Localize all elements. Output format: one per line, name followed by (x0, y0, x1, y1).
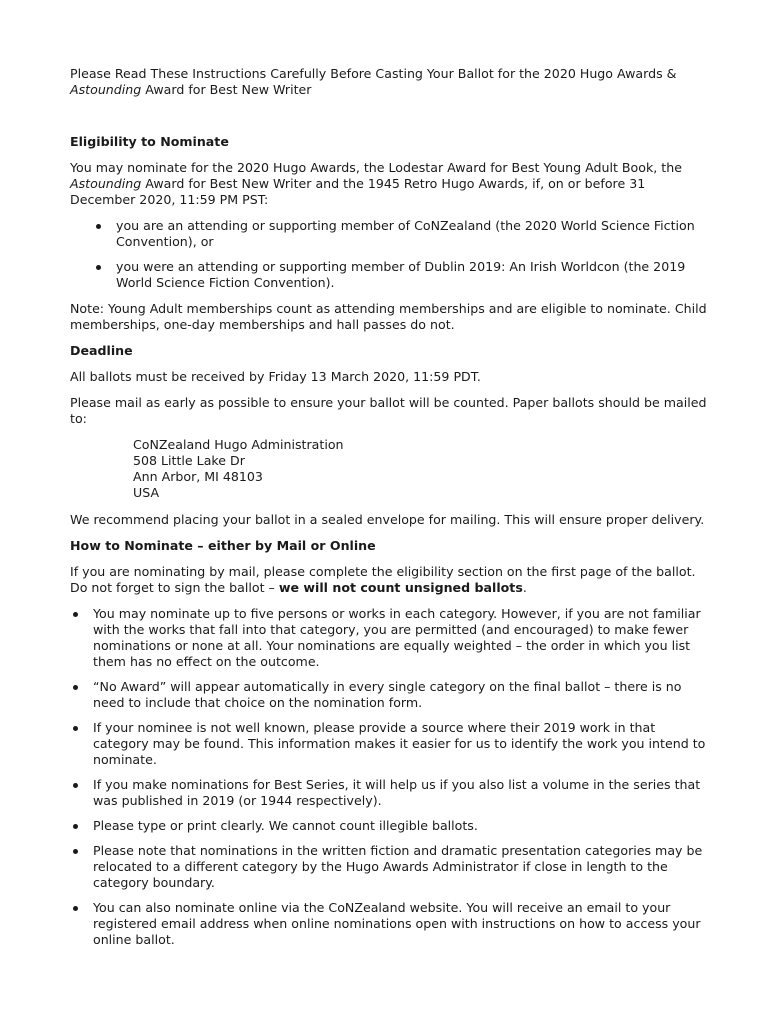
list-item: Please note that nominations in the written fiction and dramatic presentation categories may be relocated to a different category by the Hugo Awards Administrator if close in length to the category boundary. (70, 843, 710, 891)
eligibility-heading: Eligibility to Nominate (70, 134, 229, 149)
list-item: You can also nominate online via the CoNZealand website. You will receive an email to your registered email address when online nominations open with instructions on how to access your online ballot. (70, 900, 710, 948)
how-list (70, 606, 710, 948)
list-item: If your nominee is not well known, please provide a source where their 2019 work in that category may be found. This information makes it easier for us to identify the work you intend to nominate. (70, 720, 710, 768)
eligibility-note: Note: Young Adult memberships count as attending memberships and are eligible to nominate. Child memberships, one-day memberships and hall passes do not. (70, 301, 707, 332)
list-item: you were an attending or supporting member of Dublin 2019: An Irish Worldcon (the 2019 World Science Fiction Convention). (70, 259, 710, 291)
list-item: Please type or print clearly. We cannot count illegible ballots. (70, 818, 710, 834)
deadline-paragraph: All ballots must be received by Friday 13 March 2020, 11:59 PDT. (70, 369, 481, 384)
address-line: CoNZealand Hugo Administration (133, 437, 344, 452)
mail-paragraph: Please mail as early as possible to ensure your ballot will be counted. Paper ballots should be mailed to: (70, 395, 707, 426)
unsigned-warning: we will not count unsigned ballots (278, 580, 523, 595)
intro-title: Please Read These Instructions Carefully Before Casting Your Ballot for the 2020 Hugo Awards & Astounding Award for Best New Writer (70, 66, 677, 97)
how-heading: How to Nominate – either by Mail or Online (70, 538, 376, 553)
mailing-address (70, 437, 710, 501)
address-line: Ann Arbor, MI 48103 (133, 469, 263, 484)
list-item: You may nominate up to five persons or works in each category. However, if you are not familiar with the works that fall into that category, you are permitted (and encouraged) to make fewer nominations or none at all. Your nominations are equally weighted – the order in which you list them has no effect on the outcome. (70, 606, 710, 670)
intro-italic: Astounding (70, 82, 142, 97)
list-item: “No Award” will appear automatically in every single category on the final ballot – there is no need to include that choice on the nomination form. (70, 679, 710, 711)
list-item: you are an attending or supporting member of CoNZealand (the 2020 World Science Fiction Convention), or (70, 218, 710, 250)
deadline-heading: Deadline (70, 343, 133, 358)
envelope-paragraph: We recommend placing your ballot in a sealed envelope for mailing. This will ensure proper delivery. (70, 512, 705, 527)
how-paragraph: If you are nominating by mail, please complete the eligibility section on the first page of the ballot. Do not forget to sign the ballot – we will not count unsigned ballots. (70, 564, 696, 595)
address-line: USA (133, 485, 160, 500)
document-page (70, 66, 710, 957)
list-item: If you make nominations for Best Series, it will help us if you also list a volume in the series that was published in 2019 (or 1944 respectively). (70, 777, 710, 809)
eligibility-paragraph: You may nominate for the 2020 Hugo Awards, the Lodestar Award for Best Young Adult Book, the Astounding Award for Best New Writer and the 1945 Retro Hugo Awards, if, on or before 31 December 2020, 11:59 PM PST: (70, 160, 682, 207)
address-line: 508 Little Lake Dr (133, 453, 245, 468)
eligibility-list (70, 218, 710, 291)
